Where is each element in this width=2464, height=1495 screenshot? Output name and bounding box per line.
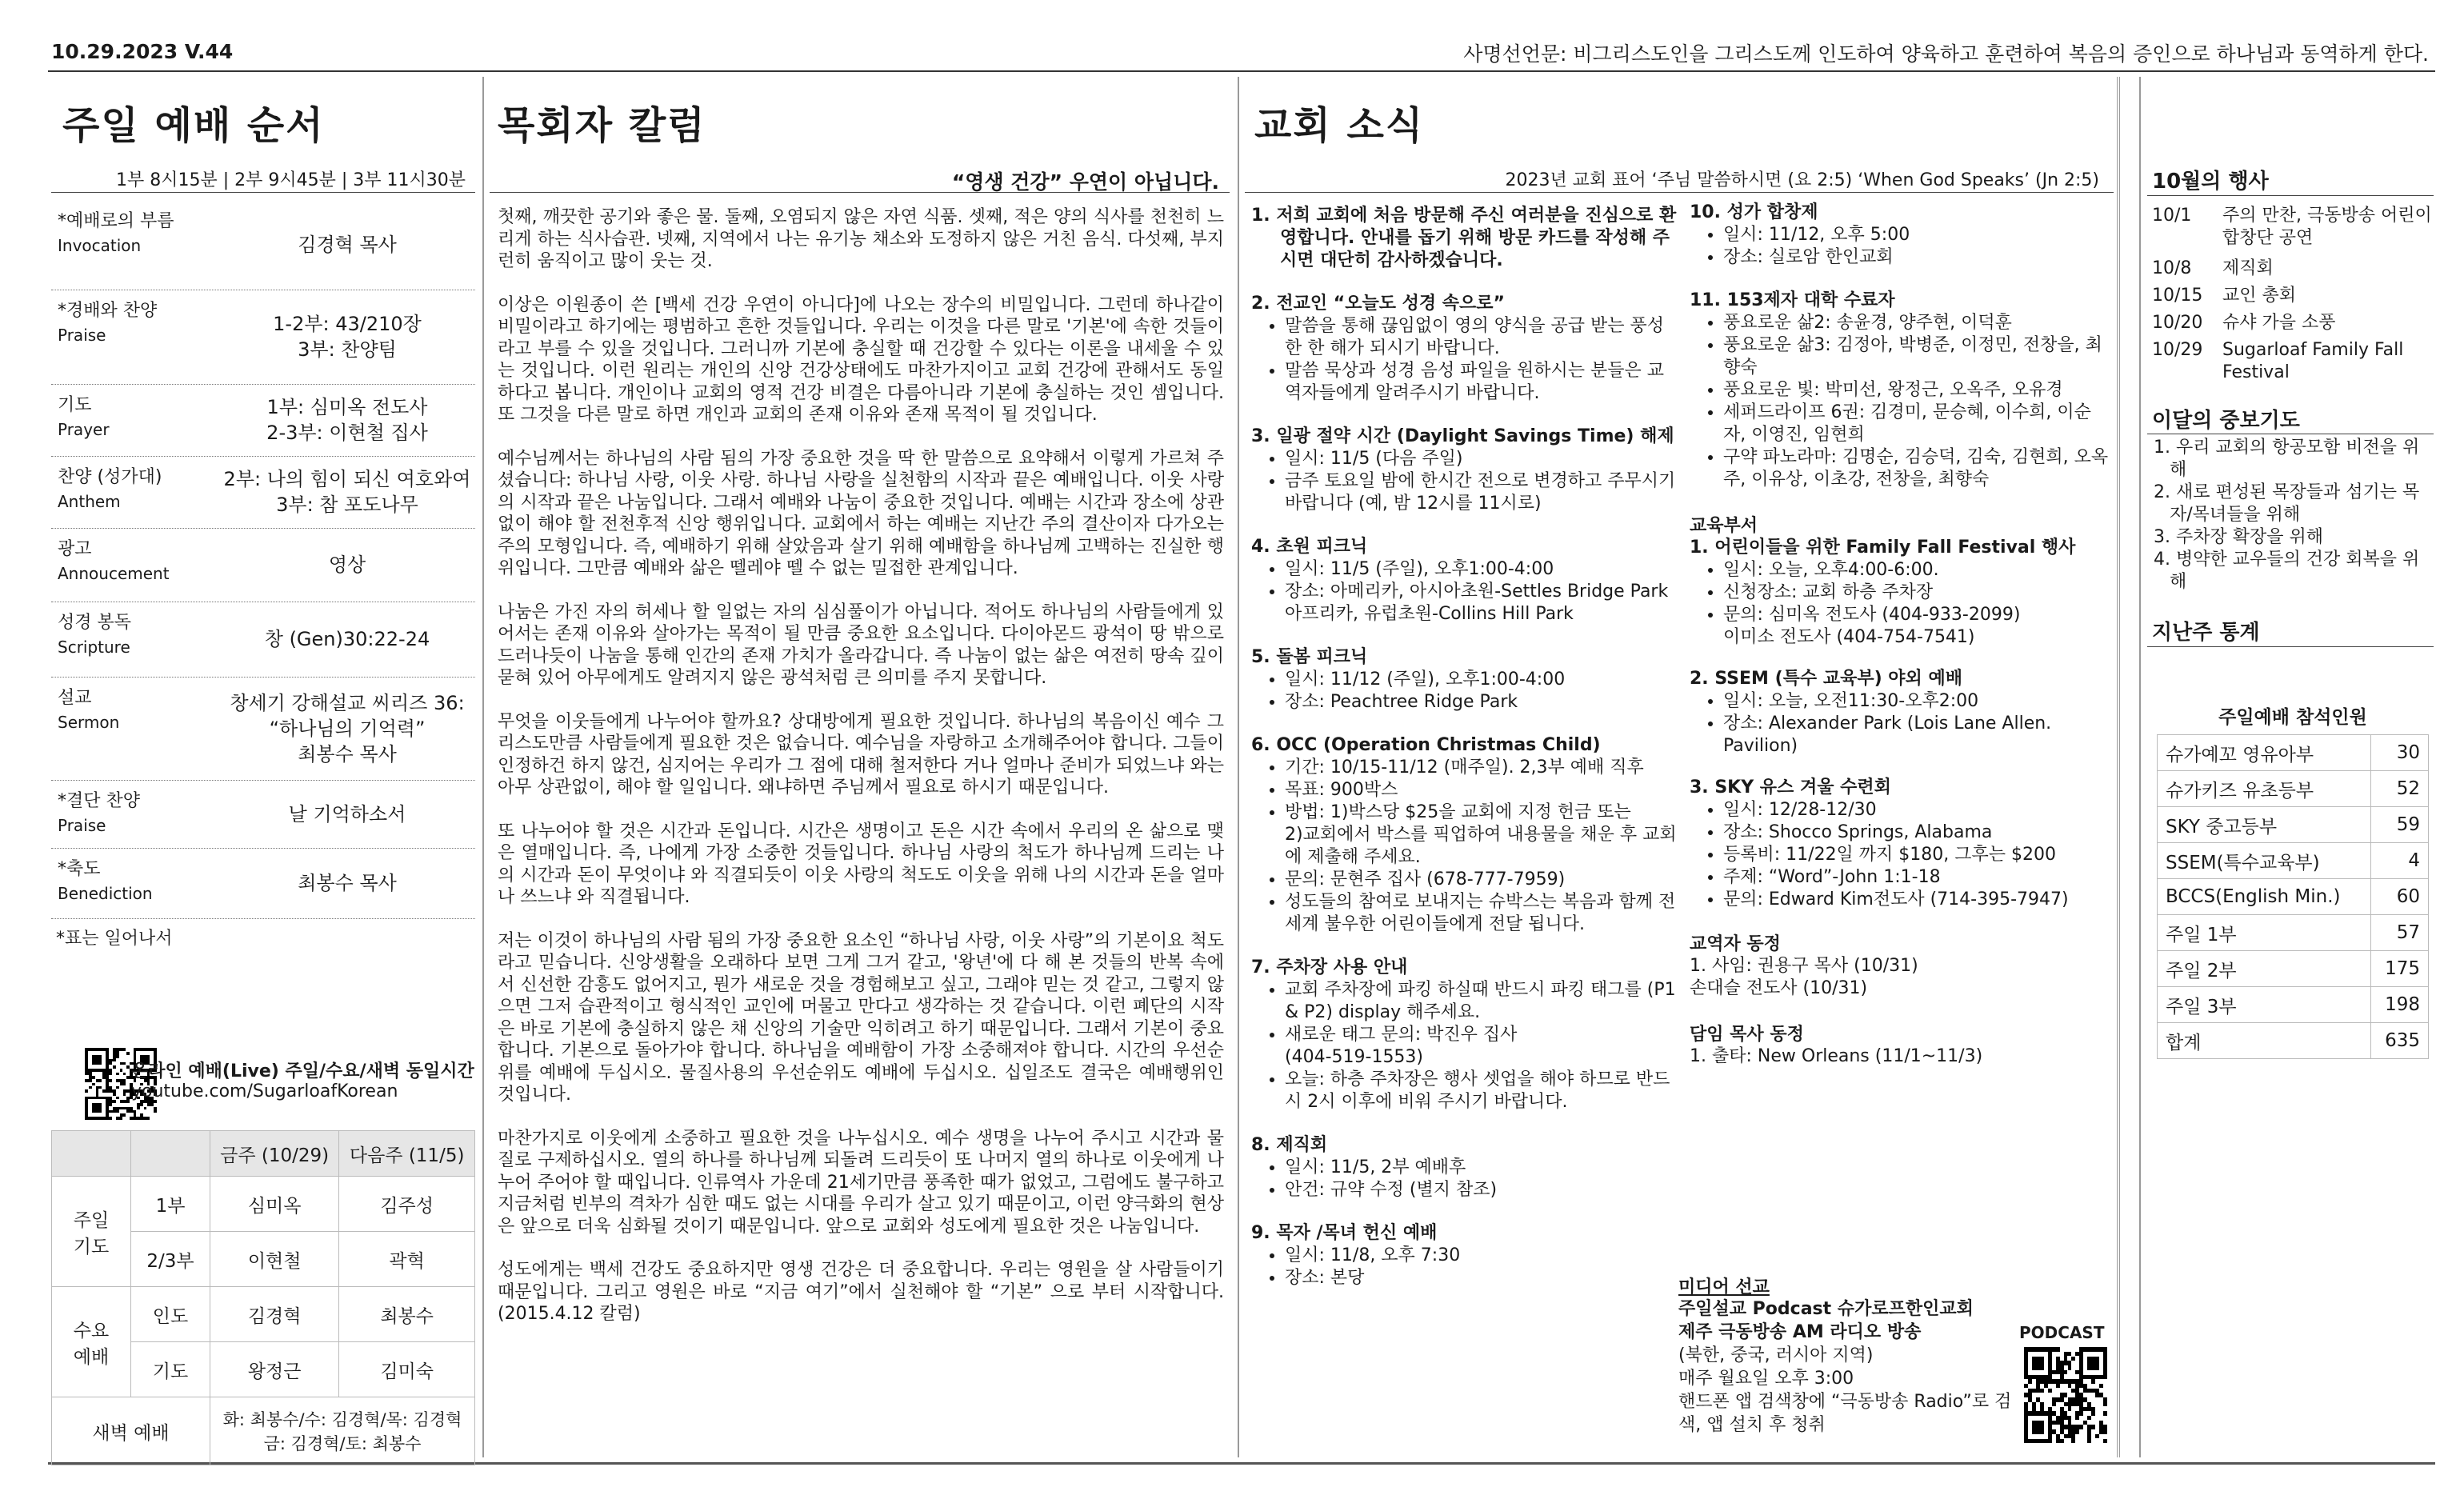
top-divider [48, 70, 2435, 72]
table-cell: 김주성 [339, 1177, 475, 1232]
worship-order-row [51, 677, 475, 781]
news-item-detail: • 방법: 1)박스당 $25을 교회에 지정 헌금 또는 2)교회에서 박스를 픽업하여 내용물을 채운 후 교회에 제출해 주세요. [1285, 801, 1680, 869]
news-item-title: 2. SSEM (특수 교육부) 야외 예배 [1690, 669, 1962, 689]
event-text: 교인 총회 [2222, 286, 2297, 306]
worship-order-row [51, 528, 475, 602]
worship-item-value: 날 기억하소서 [288, 802, 406, 825]
attendance-group: 슈가키즈 유초등부 [2158, 771, 2371, 807]
worship-item-korean: 설교 [58, 688, 92, 708]
attendance-count: 52 [2370, 771, 2428, 807]
news-item-detail: • 일시: 오늘, 오전11:30-오후2:00 [1723, 690, 2112, 713]
table-cell: 기도 [131, 1342, 210, 1397]
news-item-detail: • 문의: 심미옥 전도사 (404-933-2099) 이미소 전도사 (404-754-7541) [1723, 604, 2112, 649]
qr-code-icon [2024, 1347, 2107, 1443]
news-item-detail: • 일시: 11/5 (다음 주일) [1285, 448, 1680, 470]
bulletin-date-version: 10.29.2023 V.44 [51, 40, 234, 63]
table-row [2158, 879, 2429, 915]
attendance-count: 4 [2370, 843, 2428, 879]
table-row [52, 1287, 475, 1342]
news-item-title: 1. 어린이들을 위한 Family Fall Festival 행사 [1690, 538, 2076, 558]
worship-item-english: Annoucement [58, 564, 170, 583]
news-item-title: 11. 153제자 대학 수료자 [1690, 290, 1895, 310]
service-times: 1부 8시15분 | 2부 9시45분 | 3부 11시30분 [115, 170, 466, 190]
media-line: (북한, 중국, 러시아 지역) [1678, 1345, 1874, 1365]
news-item-detail: • 풍요로운 삶2: 송윤경, 양주현, 이덕훈 [1723, 312, 2112, 334]
worship-item-korean: *예배로의 부름 [58, 211, 174, 231]
event-date: 10/20 [2152, 313, 2203, 333]
worship-item-label [58, 611, 218, 659]
news-item [1251, 957, 1680, 1113]
table-cell: 김미숙 [339, 1342, 475, 1397]
news-item-detail: • 새로운 태그 문의: 박진우 집사 (404-519-1553) [1285, 1024, 1680, 1069]
worship-item-label [58, 857, 218, 905]
news-item-title: 6. OCC (Operation Christmas Child) [1251, 735, 1601, 755]
worship-item-label [58, 538, 218, 586]
news-item [1690, 290, 2112, 491]
worship-item-label [58, 789, 218, 837]
section-rule [51, 192, 475, 193]
column-paragraph: 이상은 이원종이 쓴 [백세 건강 우연이 아니다]에 나오는 장수의 비밀입니다. 그런데 하나같이 비밀이라고 하기에는 평범하고 흔한 것들입니다. 우리는 이것을 다른 말로 '기본'에 속한 것들이라고 부를 수 있을 것입니다. 그러니까 기본에 충실할 때 건강할 수 있다는 이론을 내세울 수 있는 것입니다. 이런 원리는 개인의 신앙 건강상태에도 마찬가지이고 교회 건강에 관해서도 동일하다고 봅니다. 개인이나 교회의 영적 건강 비결은 다름아니라 기본에 충실하는 것인 셈입니다. 또 그것을 다른 말로 하면 개인과 교회의 존재 이유와 존재 목적이 될 것입니다. [498, 294, 1224, 425]
table-row [2158, 987, 2429, 1023]
news-item-detail: • 일시: 11/5 (주일), 오후1:00-4:00 [1285, 558, 1680, 581]
worship-item-label [58, 686, 218, 734]
worship-item-value: 1-2부: 43/210장 3부: 찬양팀 [273, 313, 422, 361]
prayer-item: 2. 새로 편성된 목장들과 섬기는 목자/목녀들을 위해 [2154, 482, 2420, 525]
worship-item-english: Prayer [58, 420, 110, 439]
worship-item-value: 최봉수 목사 [298, 872, 397, 894]
attendance-group: 주일 1부 [2158, 915, 2371, 951]
news-item-title: 3. SKY 유스 겨울 수련회 [1690, 777, 1891, 797]
sunday-prayer-label: 주일 기도 [52, 1177, 131, 1287]
news-item-title: 10. 성가 합창제 [1690, 202, 1818, 222]
column-paragraph: 마찬가지로 이웃에게 소중하고 필요한 것을 나누십시오. 예수 생명을 나누어 주시고 시간과 물질로 구제하십시오. 열의 하나를 하나님께 되돌려 드리듯이 또 나머지 열의 하나로 이웃에게 나누어 주어야 할 때입니다. 인류역사 가운데 21세기만큼 풍족한 때가 없었고, 그럼에도 불구하고 지금처럼 빈부의 격차가 심한 때도 없는 시대를 우리가 살고 있기 때문이고, 이런 양극화의 현상은 앞으로 더욱 심화될 것이기 때문입니다. 앞으로 교회와 성도에게 필요한 것은 나눔입니다. [498, 1128, 1224, 1237]
table-cell: 이현철 [210, 1232, 339, 1287]
worship-order-row [51, 384, 475, 457]
standing-note: *표는 일어나서 [56, 929, 173, 949]
media-line: 제주 극동방송 AM 라디오 방송 [1678, 1322, 1922, 1342]
news-item-title: 3. 일광 절약 시간 (Daylight Savings Time) 해제 [1251, 426, 1674, 446]
worship-item-korean: 찬양 (성가대) [58, 467, 162, 487]
news-left-column [1251, 205, 1680, 1310]
attendance-count: 198 [2370, 987, 2428, 1023]
attendance-group: SKY 중고등부 [2158, 807, 2371, 843]
attendance-count: 635 [2370, 1023, 2428, 1059]
attendance-group: 슈가예꼬 영유아부 [2158, 735, 2371, 771]
news-item-detail: • 기간: 10/15-11/12 (매주일). 2,3부 예배 직후 [1285, 757, 1680, 779]
worship-item-label [58, 299, 218, 347]
attendance-count: 57 [2370, 915, 2428, 951]
news-item-detail: • 문의: 문현주 집사 (678-777-7959) [1285, 869, 1680, 891]
worship-item-korean: 기도 [58, 395, 92, 415]
news-item-detail: • 일시: 오늘, 오후4:00-6:00. [1723, 559, 2112, 582]
prayer-item: 3. 주차장 확장을 위해 [2154, 527, 2323, 547]
media-line: 주일설교 Podcast 슈가로프한인교회 [1678, 1299, 1974, 1319]
worship-item-english: Benediction [58, 884, 153, 903]
news-item-detail: • 일시: 11/5, 2부 예배후 [1285, 1157, 1680, 1179]
news-item [1251, 1134, 1680, 1201]
news-item-title: 1. 저희 교회에 처음 방문해 주신 여러분을 진심으로 환영합니다. 안내를 돕기 위해 방문 카드를 작성해 주시면 대단히 감사하겠습니다. [1251, 206, 1677, 270]
news-item [1690, 777, 2112, 911]
column-divider [2117, 77, 2120, 1457]
event-text: Sugarloaf Family Fall Festival [2222, 340, 2404, 382]
media-line: 매주 월요일 오후 3:00 [1678, 1369, 1854, 1389]
news-item-detail: • 금주 토요일 밤에 한시간 전으로 변경하고 주무시기 바랍니다 (예, 밤 12시를 11시로) [1285, 470, 1680, 515]
news-item-detail: • 장소: Shocco Springs, Alabama [1723, 821, 2112, 844]
worship-order-row [51, 290, 475, 385]
table-row [2158, 807, 2429, 843]
news-item-detail: • 오늘: 하층 주차장은 행사 셋업을 해야 하므로 반드시 2시 이후에 비워 주시기 바랍니다. [1285, 1069, 1680, 1113]
worship-order-row [51, 602, 475, 678]
media-line: 핸드폰 앱 검색창에 “극동방송 Radio”로 검색, 앱 설치 후 청취 [1678, 1392, 2012, 1435]
section-rule [2147, 195, 2434, 196]
section-rule [2147, 646, 2434, 647]
online-worship-url[interactable]: youtube.com/SugarloafKorean [131, 1081, 398, 1101]
podcast-label: PODCAST [2019, 1323, 2105, 1342]
column-paragraph: 저는 이것이 하나님의 사람 됨의 가장 중요한 요소인 “하나님 사랑, 이웃 사랑”의 기본이요 척도라고 믿습니다. 신앙생활을 오래하다 보면 그게 그거 같고, '왕년'에 다 해 본 것들의 반복 속에서 신선한 감흥도 없어지고, 뭔가 새로운 것을 경험해보고 싶고, 그래야 믿는 것 같고, 그렇지 않으면 그저 습관적이고 형식적인 교인에 머물고 만다고 생각하는 것 같습니다. 이런 폐단의 시작은 바로 기본에 충실하지 않은 채 신앙의 기술만 익히려고 하기 때문입니다. 그래서 기본이 중요합니다. 기본으로 돌아가야 합니다. 하나님을 예배함이 가장 소중해져야 합니다. 시간의 우선순위를 예배에 두십시오. 물질사용의 우선순위도 예배에 두십시오. 십일조도 결국은 예배행위인 것입니다. [498, 930, 1224, 1105]
worship-item-korean: *축도 [58, 859, 101, 879]
attendance-count: 175 [2370, 951, 2428, 987]
media-info [1678, 1297, 2022, 1437]
news-item-detail: • 안건: 규약 수정 (별지 참조) [1285, 1179, 1680, 1201]
worship-order-row [51, 780, 475, 849]
attendance-group: SSEM(특수교육부) [2158, 843, 2371, 879]
news-item-detail: • 구약 파노라마: 김명순, 김승덕, 김숙, 김현희, 오옥주, 이유상, 이초강, 전창을, 최향숙 [1723, 446, 2112, 491]
column-paragraph: 나눔은 가진 자의 허세나 할 일없는 자의 심심풀이가 아닙니다. 적어도 하나님의 사람들에게 있어서는 존재 이유와 살아가는 목적이 될 만큼 중요한 요소입니다. 다이아몬드 광석이 땅 밖으로 드러나듯이 나눔을 통해 인간의 존재 가치가 올라갑니다. 즉 나눔이 없는 삶은 여전히 땅속 깊이 묻혀 있어 아무에게도 알려지지 않은 광석처럼 큰 의미를 주지 못합니다. [498, 602, 1224, 688]
column-divider [482, 77, 484, 1457]
october-events-title: 10월의 행사 [2152, 170, 2269, 194]
news-item-detail: • 말씀을 통해 끊임없이 영의 양식을 공급 받는 풍성한 한 해가 되시기 바랍니다. [1285, 315, 1680, 360]
news-item [1251, 293, 1680, 405]
news-item [1251, 1222, 1680, 1289]
column-paragraph: 또 나누어야 할 것은 시간과 돈입니다. 시간은 생명이고 돈은 시간 속에서 우리의 온 삶으로 맺은 열매입니다. 즉, 나에게 가장 소중한 것들입니다. 하나님 사랑의 척도가 하나님께 드리는 나의 시간과 돈이 무엇이냐 와 직결되듯이 이웃 사랑의 척도도 이웃을 위해 나의 시간과 돈을 얼마나 쓰느냐 와 직결됩니다. [498, 821, 1224, 907]
news-item-detail: • 말씀 묵상과 성경 음성 파일을 원하시는 분들은 교역자들에게 알려주시기 바랍니다. [1285, 360, 1680, 405]
news-item-detail: • 풍요로운 삶3: 김정아, 박병준, 이정민, 전창을, 최향숙 [1723, 334, 2112, 379]
table-row [2158, 735, 2429, 771]
table-cell: 심미옥 [210, 1177, 339, 1232]
news-item [1690, 537, 2112, 649]
event-text: 제직회 [2222, 258, 2274, 278]
news-item-detail: • 문의: Edward Kim전도사 (714-395-7947) [1723, 889, 2112, 911]
table-cell: 1부 [131, 1177, 210, 1232]
worship-order-row [51, 456, 475, 529]
prayer-title: 이달의 중보기도 [2152, 409, 2300, 433]
next-week-header: 다음주 (11/5) [339, 1131, 475, 1177]
worship-item-english: Praise [58, 816, 106, 835]
table-row [2158, 771, 2429, 807]
news-item-title: 4. 초원 피크닉 [1251, 537, 1368, 557]
worship-order-title: 주일 예배 순서 [62, 103, 325, 148]
worship-item-korean: *결단 찬양 [58, 791, 141, 811]
attendance-group: 합계 [2158, 1023, 2371, 1059]
news-item-detail: • 성도들의 참여로 보내지는 슈박스는 복음과 함께 전세계 불우한 어린이들에게 전달 됩니다. [1285, 891, 1680, 936]
table-cell: 2/3부 [131, 1232, 210, 1287]
table-cell: 인도 [131, 1287, 210, 1342]
column-paragraph: 성도에게는 백세 건강도 중요하지만 영생 건강은 더 중요합니다. 우리는 영원을 살 사람들이기 때문입니다. 그리고 영원은 바로 “지금 여기”에서 실천해야 할 “기본” 으로 부터 시작합니다. (2015.4.12 칼럼) [498, 1260, 1224, 1324]
media-heading: 미디어 선교 [1678, 1277, 1770, 1297]
pastor-heading: 담임 목사 동정 [1690, 1025, 1804, 1045]
column-paragraph: 무엇을 이웃들에게 나누어야 할까요? 상대방에게 필요한 것입니다. 하나님의 복음이신 예수 그리스도만큼 사람들에게 필요한 것은 없습니다. 예수님을 자랑하고 소개해주어야 합니다. 그들이 인정하건 하지 않건, 심지어는 우리가 그 점에 대해 철저한다 거나 얼마나 준비가 되었느냐 와는 아무 상관없이, 해야 할 일입니다. 왜냐하면 주님께서 필요로 하시기 때문입니다. [498, 711, 1224, 797]
table-cell: 왕정근 [210, 1342, 339, 1397]
section-rule [490, 192, 1230, 193]
attendance-group: 주일 2부 [2158, 951, 2371, 987]
prayer-item: 1. 우리 교회의 항공모함 비전을 위해 [2154, 438, 2420, 480]
news-item [1690, 202, 2112, 269]
news-item-title: 9. 목자 /목녀 헌신 예배 [1251, 1223, 1438, 1243]
attendance-group: 주일 3부 [2158, 987, 2371, 1023]
table-row [2158, 843, 2429, 879]
table-cell: 김경혁 [210, 1287, 339, 1342]
news-item [1251, 205, 1680, 272]
worship-item-value: 김경혁 목사 [298, 234, 397, 256]
news-item-detail: • 세퍼드라이프 6권: 김경미, 문승혜, 이수희, 이순자, 이영진, 임현희 [1723, 402, 2112, 446]
news-item [1251, 734, 1680, 936]
news-item [1251, 536, 1680, 626]
news-item-detail: • 장소: 아메리카, 아시아초원-Settles Bridge Park 아프리카, 유럽초원-Collins Hill Park [1285, 581, 1680, 626]
column-paragraph: 예수님께서는 하나님의 사람 됨의 가장 중요한 것을 딱 한 말씀으로 요약해서 이렇게 가르쳐 주셨습니다: 하나님 사랑, 이웃 사랑. 하나님 사랑을 실천함의 시작과 끝은 예배입니다. 이웃 사랑의 시작과 끝은 나눔입니다. 그래서 예배와 나눔이 중요한 것입니다. 예배는 시간과 장소에 상관없이 해야 할 전천후적 신앙 행위입니다. 교회에서 하는 예배는 지난간 주의 결산이자 다가오는 주의 모형입니다. 즉, 예배하기 위해 살았음과 살기 위해 예배함을 하나님께 고백하는 진실한 행위입니다. 그만큼 예배와 삶은 뗄레야 뗄 수 없는 밀접한 관계입니다. [498, 448, 1224, 578]
event-date: 10/1 [2152, 206, 2192, 226]
attendance-table [2157, 696, 2429, 1059]
column-subtitle: “영생 건강” 우연이 아닙니다. [951, 170, 1219, 194]
news-item-detail: • 풍요로운 빛: 박미선, 왕정근, 오옥주, 오유경 [1723, 379, 2112, 402]
worship-item-english: Sermon [58, 713, 120, 732]
worship-item-value: 1부: 심미옥 전도사 2-3부: 이현철 집사 [266, 396, 428, 444]
news-right-column [1690, 202, 2112, 1068]
church-news-title: 교회 소식 [1254, 103, 1425, 148]
news-item-detail: • 장소: 본당 [1285, 1267, 1680, 1289]
online-worship-title: 온라인 예배(Live) 주일/수요/새벽 동일시간 [131, 1061, 474, 1081]
event-text: 슈샤 가을 소풍 [2222, 313, 2336, 333]
table-row [2158, 915, 2429, 951]
pastor-column-title: 목회자 칼럼 [498, 103, 706, 148]
attendance-count: 59 [2370, 807, 2428, 843]
worship-item-value: 영상 [328, 554, 366, 576]
news-item-detail: • 교회 주차장에 파킹 하실때 반드시 파킹 태그를 (P1 & P2) display 해주세요. [1285, 979, 1680, 1024]
worship-item-value: 2부: 나의 힘이 되신 여호와여 3부: 참 포도나무 [223, 468, 471, 516]
news-item-detail: • 일시: 11/12 (주일), 오후1:00-4:00 [1285, 669, 1680, 691]
news-item-title: 7. 주차장 사용 안내 [1251, 957, 1408, 977]
news-item [1690, 668, 2112, 757]
worship-item-english: Invocation [58, 236, 142, 255]
news-item-detail: • 등록비: 11/22일 까지 $180, 그후는 $200 [1723, 844, 2112, 866]
column-paragraph: 첫째, 깨끗한 공기와 좋은 물. 둘째, 오염되지 않은 자연 식품. 셋째, 적은 양의 식사를 천천히 느리게 하는 식사습관. 넷째, 지역에서 나는 유기농 채소와 도정하지 않은 거친 음식. 다섯째, 부지런히 움직이고 많이 웃는 것. [498, 207, 1224, 271]
event-date: 10/8 [2152, 258, 2192, 278]
worship-item-label [58, 466, 218, 514]
event-text: 주의 만찬, 극동방송 어린이 합창단 공연 [2222, 206, 2432, 248]
news-item-detail: • 장소: 실로암 한인교회 [1723, 246, 2112, 269]
worship-item-korean: 광고 [58, 539, 92, 559]
news-item-detail: • 신청장소: 교회 하층 주차장 [1723, 582, 2112, 604]
worship-item-korean: *경배와 찬양 [58, 301, 158, 321]
table-cell: 최봉수 [339, 1287, 475, 1342]
table-cell: 곽혁 [339, 1232, 475, 1287]
mission-statement: 사명선언문: 비그리스도인을 그리스도께 인도하여 양육하고 훈련하여 복음의 증인으로 하나님과 동역하게 한다. [1463, 42, 2429, 66]
news-item [1251, 426, 1680, 515]
worship-item-label [58, 394, 218, 442]
table-row [52, 1177, 475, 1232]
service-schedule-table [51, 1130, 475, 1465]
worship-item-value: 창세기 강해설교 씨리즈 36: “하나님의 기억력” 최봉수 목사 [230, 691, 465, 765]
table-row [2158, 1023, 2429, 1059]
prayer-list [2154, 437, 2435, 594]
wednesday-worship-label: 수요 예배 [52, 1287, 131, 1397]
table-row [52, 1397, 475, 1465]
worship-order-row [51, 200, 475, 290]
news-item-title: 8. 제직회 [1251, 1135, 1328, 1155]
staff-heading: 교역자 동정 [1690, 934, 1781, 954]
this-week-header: 금주 (10/29) [210, 1131, 339, 1177]
pastor-news: 1. 출타: New Orleans (11/1~11/3) [1690, 1046, 1983, 1066]
attendance-count: 60 [2370, 879, 2428, 915]
worship-order-row [51, 848, 475, 919]
church-motto: 2023년 교회 표어 ‘주님 말씀하시면 (요 2:5) ‘When God Speaks’ (Jn 2:5) [1505, 170, 2099, 190]
event-date: 10/15 [2152, 286, 2203, 306]
staff-news: 1. 사임: 권용구 목사 (10/31) 손대슬 전도사 (10/31) [1690, 956, 1918, 998]
table-row [2158, 951, 2429, 987]
column-body [498, 206, 1224, 1347]
worship-item-korean: 성경 봉독 [58, 613, 132, 633]
dawn-worship-label: 새벽 예배 [52, 1397, 210, 1465]
attendance-count: 30 [2370, 735, 2428, 771]
column-divider [1238, 77, 1239, 1457]
attendance-caption: 주일예배 참석인원 [2218, 706, 2367, 728]
news-item-detail: • 일시: 11/12, 오후 5:00 [1723, 224, 2112, 246]
attendance-group: BCCS(English Min.) [2158, 879, 2371, 915]
event-date: 10/29 [2152, 340, 2203, 360]
news-item-detail: • 장소: Alexander Park (Lois Lane Allen. Pavilion) [1723, 713, 2112, 757]
news-item-detail: • 일시: 12/28-12/30 [1723, 799, 2112, 821]
news-item-detail: • 목표: 900박스 [1285, 779, 1680, 801]
education-heading: 교육부서 [1690, 516, 1758, 536]
news-item-title: 5. 돌봄 피크닉 [1251, 647, 1368, 667]
news-item [1251, 646, 1680, 714]
worship-item-value: 창 (Gen)30:22-24 [264, 628, 430, 650]
worship-item-english: Praise [58, 326, 106, 345]
column-divider [2139, 77, 2141, 1457]
news-item-detail: • 주제: “Word”-John 1:1-18 [1723, 866, 2112, 889]
news-item-detail: • 장소: Peachtree Ridge Park [1285, 691, 1680, 714]
news-item-detail: • 일시: 11/8, 오후 7:30 [1285, 1245, 1680, 1267]
worship-item-label [58, 210, 218, 258]
worship-item-english: Anthem [58, 492, 121, 511]
dawn-worship-value: 화: 최봉수/수: 김경혁/목: 김경혁 금: 김경혁/토: 최봉수 [210, 1397, 475, 1465]
worship-item-english: Scripture [58, 638, 130, 657]
news-item-title: 2. 전교인 “오늘도 성경 속으로” [1251, 294, 1505, 314]
prayer-item: 4. 병약한 교우들의 건강 회복을 위해 [2154, 550, 2420, 592]
stats-title: 지난주 통계 [2152, 621, 2260, 645]
section-rule [1245, 192, 2114, 193]
